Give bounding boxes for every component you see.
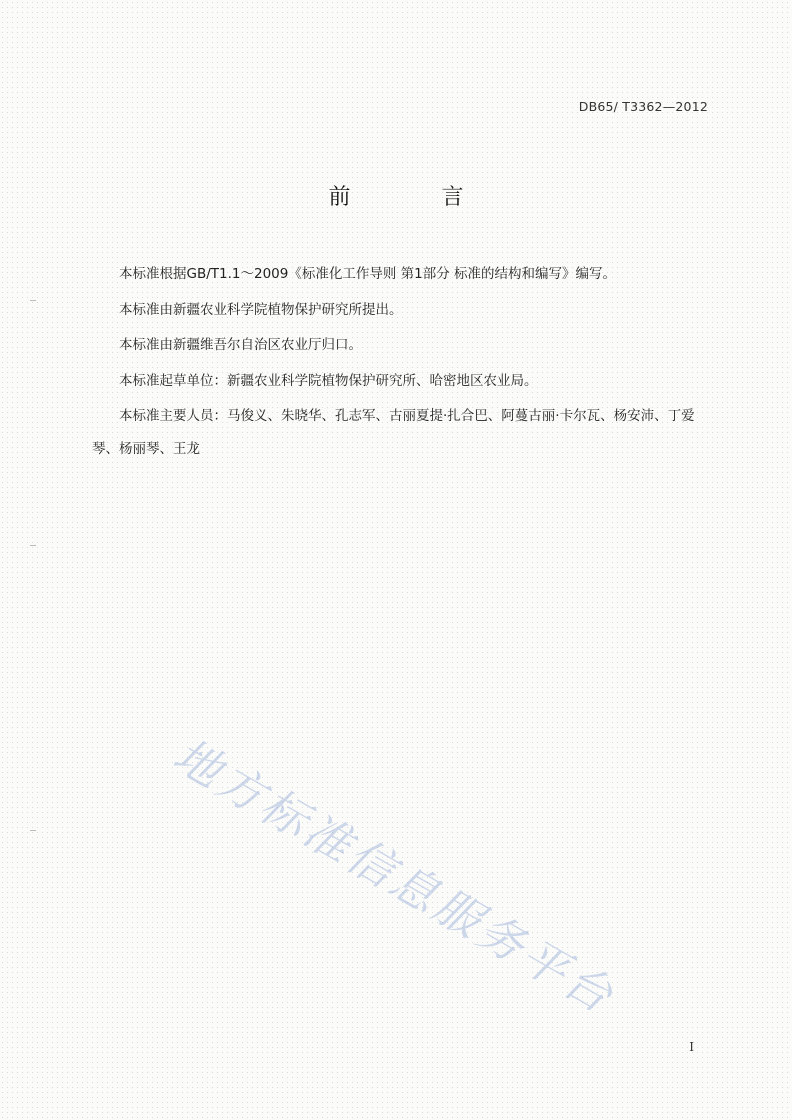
page-number: I	[689, 1040, 694, 1054]
margin-mark	[30, 830, 36, 831]
document-code: DB65/ T3362—2012	[578, 99, 708, 114]
paragraph-main-drafters: 本标准主要人员：马俊义、朱晓华、孔志军、古丽夏提·扎合巴、阿蔓古丽·卡尔瓦、杨安沛、丁爱琴、杨丽琴、王龙	[92, 408, 695, 457]
paragraph-administrator: 本标准由新疆维吾尔自治区农业厅归口。	[119, 337, 362, 353]
page-title: 前 言	[328, 185, 506, 210]
paragraph-drafting-basis: 本标准根据GB/T1.1～2009《标准化工作导则 第1部分 标准的结构和编写》编写。	[119, 266, 617, 282]
paragraph-drafting-units: 本标准起草单位：新疆农业科学院植物保护研究所、哈密地区农业局。	[119, 373, 538, 389]
paragraph-proposer: 本标准由新疆农业科学院植物保护研究所提出。	[119, 302, 403, 318]
margin-mark	[30, 545, 36, 546]
margin-mark	[30, 300, 36, 301]
watermark: 地方标准信息服务平台	[164, 727, 625, 1025]
